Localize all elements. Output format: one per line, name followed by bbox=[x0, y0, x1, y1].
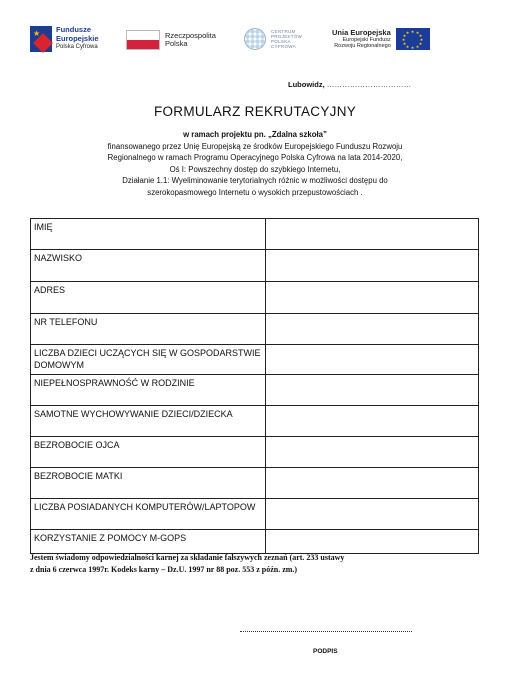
form-row bbox=[31, 250, 479, 282]
intro-project-name: „Zdalna szkoła” bbox=[267, 130, 327, 139]
form-field-value[interactable] bbox=[265, 345, 478, 375]
form-row bbox=[31, 406, 479, 437]
form-field-label: BEZROBOCIE MATKI bbox=[31, 468, 266, 499]
intro-line1-prefix: w ramach projektu pn. bbox=[183, 130, 268, 139]
form-field-label: LICZBA POSIADANYCH KOMPUTERÓW/LAPTOPOW bbox=[31, 499, 266, 530]
form-field-label: IMIĘ bbox=[31, 219, 266, 250]
form-field-value[interactable] bbox=[265, 314, 478, 345]
intro-line1 bbox=[30, 129, 480, 141]
form-field-label: LICZBA DZIECI UCZĄCYCH SIĘ W GOSPODARSTWIE DOMOWYM bbox=[31, 345, 266, 375]
intro-text bbox=[30, 129, 480, 199]
signature-line[interactable] bbox=[240, 631, 412, 632]
form-row bbox=[31, 499, 479, 530]
intro-line3: Regionalnego w ramach Programu Operacyjnego Polska Cyfrowa na lata 2014-2020, bbox=[107, 153, 403, 163]
place-name: Lubowidz, bbox=[288, 80, 327, 89]
form-field-value[interactable] bbox=[265, 219, 478, 250]
form-field-label: ADRES bbox=[31, 282, 266, 314]
document-title: FORMULARZ REKRUTACYJNY bbox=[153, 104, 357, 119]
form-field-value[interactable] bbox=[265, 406, 478, 437]
form-field-value[interactable] bbox=[265, 468, 478, 499]
form-field-value[interactable] bbox=[265, 250, 478, 282]
rzeczpospolita-polska-logo bbox=[126, 30, 216, 50]
place-date-line bbox=[288, 80, 411, 89]
recruitment-form-table bbox=[30, 218, 479, 554]
fe-logo-line3: Polska Cyfrowa bbox=[56, 44, 98, 51]
declaration-line1: Jestem świadomy odpowiedzialności karnej za składanie fałszywych zeznań (art. 233 ustawy bbox=[30, 553, 345, 562]
intro-line4: Oś I: Powszechny dostęp do szybkiego Internetu, bbox=[169, 164, 341, 174]
form-field-label: NAZWISKO bbox=[31, 250, 266, 282]
ue-logo-line1: Unia Europejska bbox=[332, 27, 391, 37]
date-field-dots[interactable]: …………………………… bbox=[326, 80, 412, 89]
intro-line5: Działanie 1.1: Wyeliminowanie terytorialnych różnic w możliwości dostępu do bbox=[122, 176, 388, 186]
cp-logo-line2: PROJEKTÓW bbox=[271, 33, 303, 39]
centrum-projektow-icon bbox=[244, 28, 266, 50]
form-row bbox=[31, 345, 479, 375]
cp-logo-line1: CENTRUM bbox=[271, 28, 296, 34]
fe-logo-line1: Fundusze bbox=[56, 25, 91, 35]
intro-line6: szerokopasmowego Internetu o wysokich przepustowościach . bbox=[147, 187, 363, 197]
centrum-projektow-logo bbox=[244, 28, 302, 50]
declaration-line2: z dnia 6 czerwca 1997r. Kodeks karny – Dz.U. 1997 nr 88 poz. 553 z późn. zm.) bbox=[30, 565, 298, 574]
form-field-value[interactable] bbox=[265, 282, 478, 314]
form-field-label: NIEPEŁNOSPRAWNOŚĆ W RODZINIE bbox=[31, 375, 266, 406]
intro-line2: finansowanego przez Unię Europejską ze środków Europejskiego Funduszu Rozwoju bbox=[107, 141, 403, 151]
form-row bbox=[31, 375, 479, 406]
rp-logo-line2: Polska bbox=[165, 39, 188, 48]
eu-flag-icon: ★ ★ ★ ★ ★ ★ ★ ★ ★ ★ ★ ★ bbox=[396, 28, 430, 50]
form-field-value[interactable] bbox=[265, 530, 478, 554]
form-row bbox=[31, 314, 479, 345]
ue-logo-line2: Europejski Fundusz bbox=[342, 36, 391, 43]
ue-logo-line3: Rozwoju Regionalnego bbox=[334, 43, 391, 49]
declaration-text bbox=[30, 552, 482, 576]
form-field-value[interactable] bbox=[265, 437, 478, 468]
form-field-label: SAMOTNE WYCHOWYWANIE DZIECI/DZIECKA bbox=[31, 406, 266, 437]
form-field-label: BEZROBOCIE OJCA bbox=[31, 437, 266, 468]
form-row bbox=[31, 219, 479, 250]
logo-bar bbox=[28, 22, 484, 68]
unia-europejska-logo bbox=[332, 28, 430, 50]
fundusze-europejskie-icon: ★ bbox=[30, 26, 52, 52]
cp-logo-line3: POLSKA bbox=[271, 39, 291, 44]
form-field-value[interactable] bbox=[265, 375, 478, 406]
form-row bbox=[31, 468, 479, 499]
form-field-value[interactable] bbox=[265, 499, 478, 530]
fundusze-europejskie-logo bbox=[30, 26, 99, 52]
form-row bbox=[31, 282, 479, 314]
polish-flag-icon bbox=[126, 30, 160, 50]
fe-logo-line2: Europejskie bbox=[56, 33, 99, 43]
form-row bbox=[31, 530, 479, 554]
form-field-label: NR TELEFONU bbox=[31, 314, 266, 345]
cp-logo-line4: CYFROWA bbox=[271, 44, 296, 50]
rp-logo-line1: Rzeczpospolita bbox=[165, 30, 216, 40]
form-row bbox=[31, 437, 479, 468]
form-field-label: KORZYSTANIE Z POMOCY M-GOPS bbox=[31, 530, 266, 554]
signature-label: PODPIS bbox=[313, 648, 338, 655]
